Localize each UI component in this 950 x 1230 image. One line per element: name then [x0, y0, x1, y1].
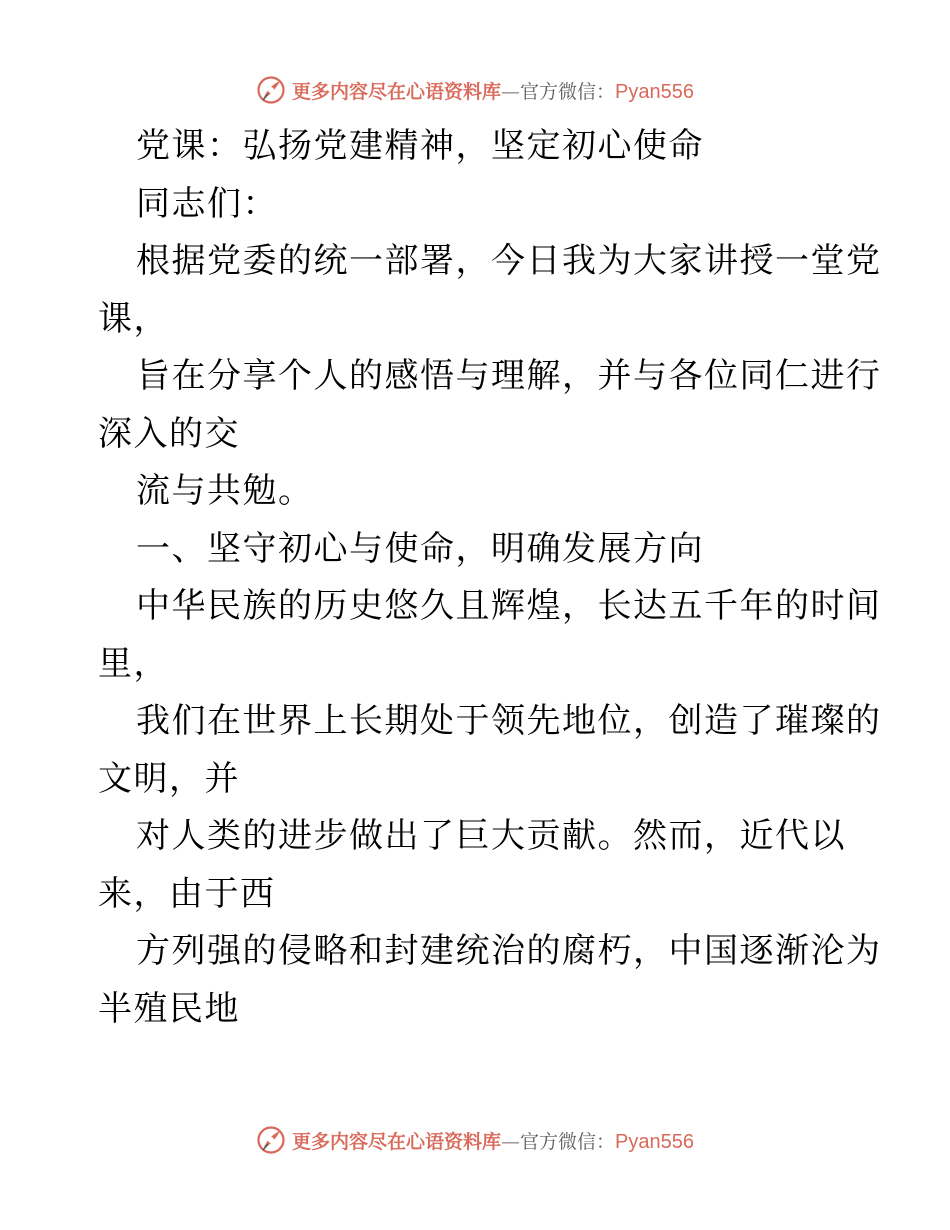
quill-pen-logo-icon — [256, 1125, 286, 1155]
document-line: 文明，并 — [98, 758, 240, 799]
document-line: 我们在世界上长期处于领先地位，创造了璀璨的 — [136, 701, 882, 741]
document-line: 根据党委的统一部署，今日我为大家讲授一堂党 — [136, 241, 882, 281]
header-banner-wechat-id: Pyan556 — [615, 80, 694, 103]
header-banner-separator: — — [501, 80, 521, 103]
footer-banner-wechat-id: Pyan556 — [615, 1130, 694, 1153]
document-line: 里， — [98, 643, 169, 684]
document-line: 党课：弘扬党建精神，坚定初心使命 — [136, 126, 704, 166]
document-line: 流与共勉。 — [136, 471, 314, 511]
quill-pen-logo-icon — [256, 75, 286, 105]
document-line: 来，由于西 — [98, 873, 276, 914]
header-banner-main: 更多内容尽在心语资料库 — [292, 80, 502, 103]
document-line: 同志们： — [136, 183, 278, 224]
document-body — [98, 118, 882, 1038]
document-line: 中华民族的历史悠久且辉煌，长达五千年的时间 — [136, 586, 882, 626]
header-banner-text — [292, 77, 694, 104]
document-line: 半殖民地 — [98, 988, 240, 1029]
footer-banner-text — [292, 1127, 694, 1154]
document-line: 对人类的进步做出了巨大贡献。然而，近代以 — [136, 816, 846, 856]
document-line: 课， — [98, 298, 169, 339]
footer-banner-separator: — — [501, 1130, 521, 1153]
document-line: 深入的交 — [98, 413, 240, 454]
footer-banner — [0, 1122, 950, 1158]
header-banner-label: 官方微信： — [520, 80, 616, 103]
header-banner — [0, 72, 950, 108]
document-line: 旨在分享个人的感悟与理解，并与各位同仁进行 — [136, 356, 882, 396]
document-line: 一、坚守初心与使命，明确发展方向 — [136, 528, 704, 569]
footer-banner-main: 更多内容尽在心语资料库 — [292, 1130, 502, 1153]
document-line: 方列强的侵略和封建统治的腐朽，中国逐渐沦为 — [136, 931, 882, 971]
footer-banner-label: 官方微信： — [520, 1130, 616, 1153]
